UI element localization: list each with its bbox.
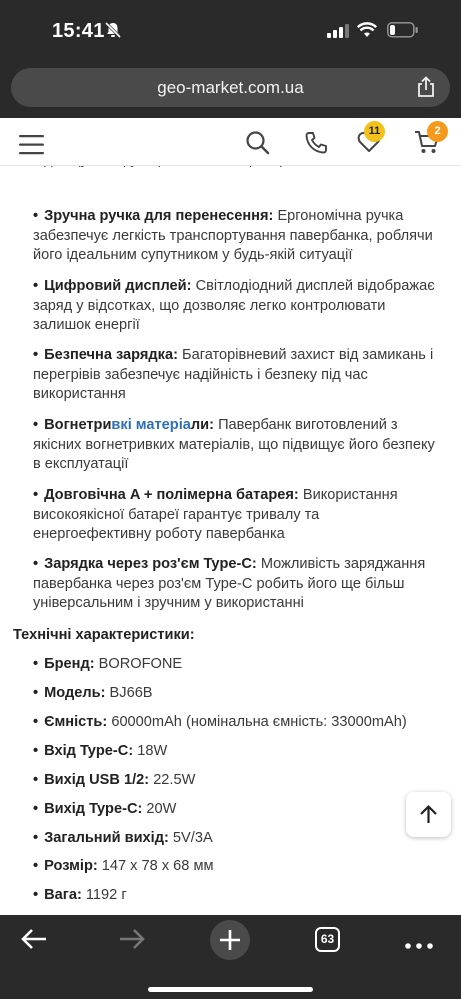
spec-label: Вага:: [44, 887, 82, 903]
signal-icon: [327, 24, 349, 43]
feature-item: • Вогнетривкі матеріали: Павербанк виготовлений з якісних вогнетривких матеріалів, що підвищує його безпеку в експлуатації: [33, 417, 435, 472]
plus-icon: [219, 929, 241, 951]
feature-text: Використання високоякісної батареї гарантує тривалу та енергоефективну роботу павербанка: [33, 487, 398, 542]
feature-item: • Безпечна зарядка: Багаторівневий захист від замикань і перегрівів забезпечує надійність і безпеку під час використання: [33, 347, 434, 402]
mute-bell-icon: [104, 21, 122, 44]
spec-label: Вихід USB 1/2:: [44, 772, 150, 788]
spec-value: 147 x 78 x 68 мм: [101, 858, 214, 874]
feature-item: • Зручна ручка для перенесення: Ергономічна ручка забезпечує легкість транспортування павербанка, роблячи його ідеальним супутником у будь-якій ситуації: [33, 208, 433, 263]
spec-item: • Модель: BJ66B: [33, 685, 153, 701]
spec-item: • Вага: 1192 г: [33, 887, 127, 903]
scroll-to-top-button[interactable]: [406, 792, 451, 837]
feature-item: • Зарядка через роз'єм Type-C: Можливість заряджання павербанка через роз'єм Type-C робить його ще більш універсальним і зручним у використанні: [33, 556, 426, 611]
spec-item: • Вхід Type-C: 18W: [33, 743, 168, 759]
new-tab-button[interactable]: [210, 920, 250, 960]
specs-heading: Технічні характеристики:: [13, 627, 195, 643]
forward-arrow-icon[interactable]: [118, 927, 146, 956]
status-bar: [0, 0, 461, 60]
spec-value: 5V/3A: [172, 830, 213, 846]
spec-label: Модель:: [44, 685, 106, 701]
feature-text: Багаторівневий захист від замикань і перегрівів забезпечує надійність і безпеку під час використання: [33, 347, 434, 402]
spec-value: BJ66B: [109, 685, 153, 701]
spec-value: BOROFONE: [98, 656, 183, 672]
address-bar[interactable]: [11, 68, 450, 107]
menu-icon[interactable]: [19, 135, 44, 160]
home-indicator: [148, 987, 313, 992]
spec-value: 18W: [137, 743, 168, 759]
feature-title: Безпечна зарядка:: [44, 347, 178, 363]
arrow-up-icon: [418, 804, 439, 825]
spec-item: • Вихід Type-C: 20W: [33, 801, 177, 817]
spec-item: • Вихід USB 1/2: 22.5W: [33, 772, 196, 788]
spec-label: Вхід Type-C:: [44, 743, 134, 759]
spec-item: • Загальний вихід: 5V/3A: [33, 830, 213, 846]
feature-title: Вогнетри: [44, 417, 112, 433]
spec-item: • Бренд: BOROFONE: [33, 656, 183, 672]
spec-label: Розмір:: [44, 858, 98, 874]
browser-top-bar: [0, 0, 461, 118]
spec-item: • Розмір: 147 x 78 x 68 мм: [33, 858, 214, 874]
feature-item: • Довговічна A + полімерна батарея: Використання високоякісної батареї гарантує тривалу та енергоефективну роботу павербанка: [33, 487, 398, 542]
feature-title: Зручна ручка для перенесення:: [44, 208, 274, 224]
page-content: [0, 118, 461, 915]
spec-value: 60000mAh (номінальна ємність: 33000mAh): [111, 714, 407, 730]
wishlist-count-badge: 11: [364, 121, 385, 142]
cart-count-badge: 2: [427, 121, 448, 142]
feature-title: Цифровий дисплей:: [44, 278, 192, 294]
feature-text: Світлодіодний дисплей відображає заряд у відсотках, що дозволяє легко контролювати залишок енергії: [33, 278, 435, 333]
tabs-count-button[interactable]: 63: [315, 927, 340, 952]
site-header: [0, 118, 461, 166]
browser-toolbar: [0, 915, 461, 999]
feature-title: Зарядка через роз'єм Type-C:: [44, 556, 257, 572]
spec-value: 20W: [146, 801, 177, 817]
spec-label: Загальний вихід:: [44, 830, 169, 846]
spec-value: 1192 г: [85, 887, 127, 903]
status-time: 15:41: [52, 20, 105, 42]
spec-value: 22.5W: [153, 772, 196, 788]
phone-icon[interactable]: [304, 131, 328, 160]
feature-title: ли:: [190, 417, 214, 433]
more-icon[interactable]: [405, 936, 433, 954]
spec-item: • Ємність: 60000mAh (номінальна ємність: 33000mAh): [33, 714, 407, 730]
feature-text: Ергономічна ручка забезпечує легкість транспортування павербанка, роблячи його ідеальним супутником у будь-якій ситуації: [33, 208, 433, 263]
feature-text: Можливість заряджання павербанка через роз'єм Type-C робить його ще більш універсальним і зручним у використанні: [33, 556, 426, 611]
share-icon[interactable]: [416, 76, 436, 103]
back-arrow-icon[interactable]: [20, 927, 48, 956]
feature-title: Довговічна A + полімерна батарея:: [44, 487, 299, 503]
wifi-icon: [357, 22, 377, 43]
battery-icon: [387, 22, 419, 43]
spec-label: Ємність:: [44, 714, 108, 730]
spec-label: Бренд:: [44, 656, 95, 672]
url-text: geo-market.com.ua: [157, 78, 304, 97]
feature-text: Павербанк виготовлений з якісних вогнетривких матеріалів, що підвищує його безпеку в експлуатації: [33, 417, 435, 472]
spec-label: Вихід Type-C:: [44, 801, 143, 817]
feature-item: • Цифровий дисплей: Світлодіодний дисплей відображає заряд у відсотках, що дозволяє легко контролювати залишок енергії: [33, 278, 435, 333]
feature-title-link[interactable]: вкі матеріа: [111, 417, 191, 433]
search-icon[interactable]: [245, 130, 270, 160]
